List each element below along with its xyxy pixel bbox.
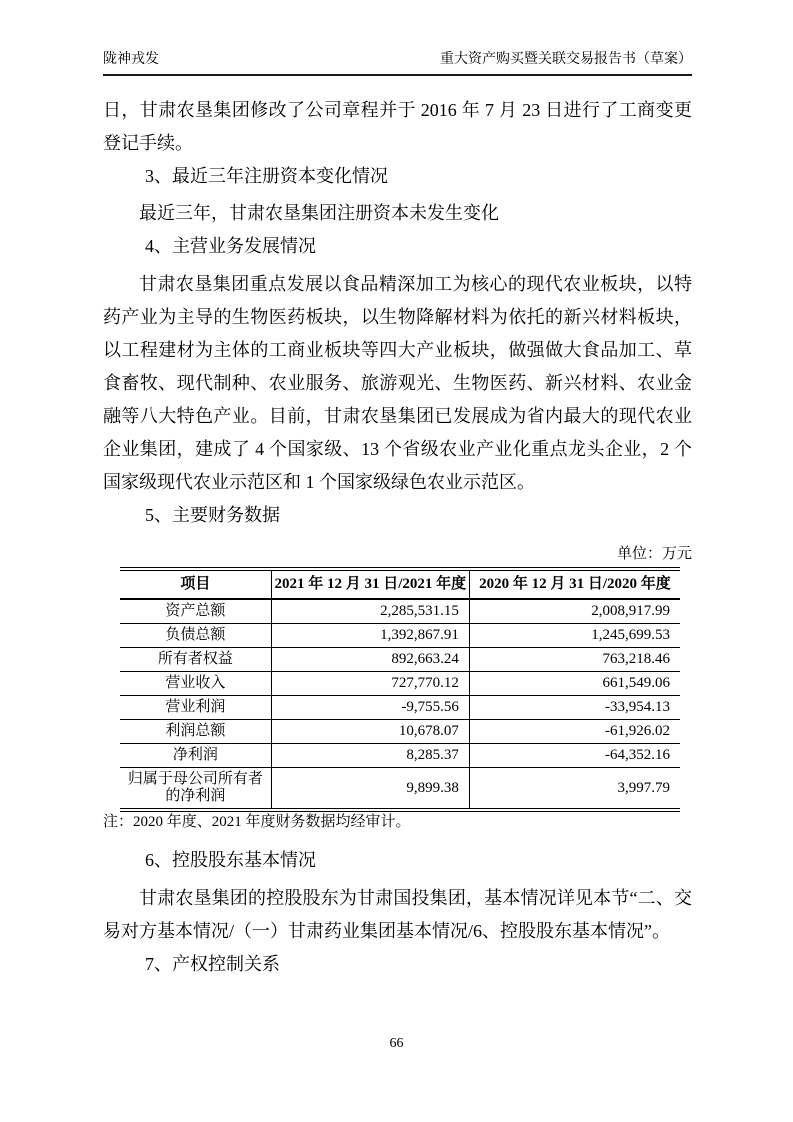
column-header-2021: 2021 年 12 月 31 日/2021 年度 bbox=[271, 569, 469, 599]
cell-item: 所有者权益 bbox=[120, 648, 271, 672]
paragraph-4: 甘肃农垦集团重点发展以食品精深加工为核心的现代农业板块，以特药产业为主导的生物医药板块，以生物降解材料为依托的新兴材料板块，以工程建材为主体的工商业板块等四大产业板块，做强做大食品加工、草食畜牧、现代制种、农业服务、旅游观光、生物医药、新兴材料、农业金融等八大特色产业。目前，甘肃农垦集团已发展成为省内最大的现代农业企业集团，建成了 4 个国家级、13 个省级农业产业化重点龙头企业，2 个国家级现代农业示范区和 1 个国家级绿色农业示范区。 bbox=[103, 274, 692, 492]
doc-body bbox=[103, 94, 692, 981]
table-row bbox=[120, 624, 680, 648]
table-row bbox=[120, 599, 680, 624]
table-unit-label: 单位：万元 bbox=[616, 546, 692, 562]
cell-value-2020: -61,926.02 bbox=[469, 720, 680, 744]
cell-value-2020: 3,997.79 bbox=[469, 768, 680, 811]
table-row bbox=[120, 672, 680, 696]
section-heading-7: 7、产权控制关系 bbox=[145, 954, 280, 974]
header-left-title: 陇神戎发 bbox=[103, 52, 159, 67]
cell-item: 负债总额 bbox=[120, 624, 271, 648]
header-right-title: 重大资产购买暨关联交易报告书（草案） bbox=[440, 52, 692, 67]
financial-table bbox=[120, 567, 680, 812]
cell-value-2021: 2,285,531.15 bbox=[271, 599, 469, 624]
cell-item: 净利润 bbox=[120, 744, 271, 768]
cell-value-2020: 2,008,917.99 bbox=[469, 599, 680, 624]
column-header-2020: 2020 年 12 月 31 日/2020 年度 bbox=[469, 569, 680, 599]
section-heading-5: 5、主要财务数据 bbox=[145, 505, 280, 525]
cell-value-2021: 10,678.07 bbox=[271, 720, 469, 744]
cell-value-2020: 1,245,699.53 bbox=[469, 624, 680, 648]
table-note: 注：2020 年度、2021 年度财务数据均经审计。 bbox=[103, 814, 411, 830]
section-heading-4: 4、主营业务发展情况 bbox=[145, 236, 316, 256]
cell-value-2020: 763,218.46 bbox=[469, 648, 680, 672]
cell-item: 利润总额 bbox=[120, 720, 271, 744]
cell-item: 归属于母公司所有者的净利润 bbox=[120, 768, 271, 811]
table-row bbox=[120, 720, 680, 744]
cell-value-2020: -33,954.13 bbox=[469, 696, 680, 720]
cell-value-2021: 9,899.38 bbox=[271, 768, 469, 811]
column-header-item: 项目 bbox=[120, 569, 271, 599]
paragraph-3: 最近三年，甘肃农垦集团注册资本未发生变化 bbox=[139, 203, 499, 223]
cell-item: 营业收入 bbox=[120, 672, 271, 696]
cell-value-2020: -64,352.16 bbox=[469, 744, 680, 768]
cell-value-2021: 8,285.37 bbox=[271, 744, 469, 768]
table-header-row bbox=[120, 569, 680, 599]
table-row bbox=[120, 744, 680, 768]
cell-value-2021: 1,392,867.91 bbox=[271, 624, 469, 648]
footer-page-number: 66 bbox=[389, 1036, 404, 1051]
cell-value-2020: 661,549.06 bbox=[469, 672, 680, 696]
section-heading-6: 6、控股股东基本情况 bbox=[145, 850, 316, 870]
table-row bbox=[120, 648, 680, 672]
doc-header bbox=[103, 50, 692, 76]
table-row bbox=[120, 696, 680, 720]
section-heading-3: 3、最近三年注册资本变化情况 bbox=[145, 166, 388, 186]
cell-item: 资产总额 bbox=[120, 599, 271, 624]
cell-value-2021: 727,770.12 bbox=[271, 672, 469, 696]
paragraph-6: 甘肃农垦集团的控股股东为甘肃国投集团，基本情况详见本节“二、交易对方基本情况/（一）甘肃药业集团基本情况/6、控股股东基本情况”。 bbox=[103, 888, 692, 941]
cell-value-2021: 892,663.24 bbox=[271, 648, 469, 672]
table-row bbox=[120, 768, 680, 811]
paragraph-continuation: 日，甘肃农垦集团修改了公司章程并于 2016 年 7 月 23 日进行了工商变更登记手续。 bbox=[103, 100, 692, 153]
cell-value-2021: -9,755.56 bbox=[271, 696, 469, 720]
cell-item: 营业利润 bbox=[120, 696, 271, 720]
